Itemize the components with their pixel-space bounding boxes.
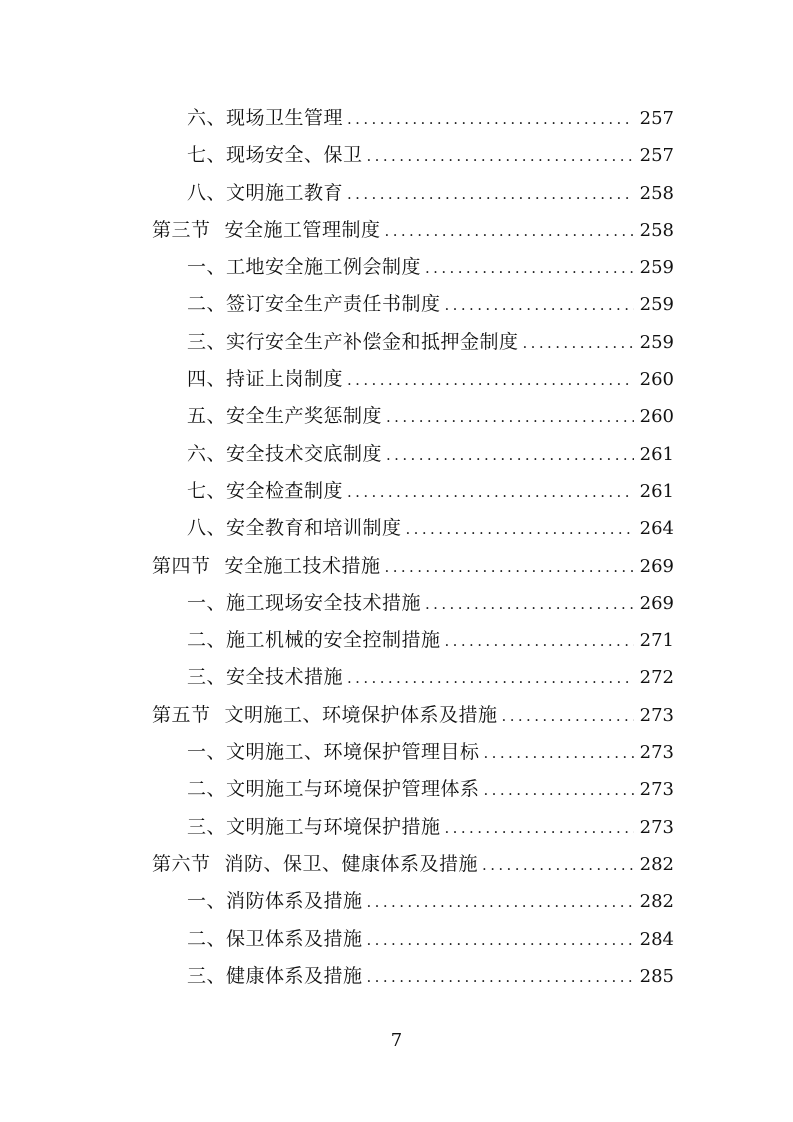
toc-dot-leader <box>425 586 634 623</box>
toc-entry-text: 四、持证上岗制度 <box>187 368 344 391</box>
toc-subsection-entry[interactable] <box>152 175 674 212</box>
toc-entry-title <box>152 697 498 734</box>
toc-dot-leader <box>502 698 634 735</box>
toc-page-number: 269 <box>639 555 674 577</box>
toc-page-number: 282 <box>639 891 674 913</box>
toc-dot-leader <box>482 847 634 884</box>
toc-entry-text: 一、施工现场安全技术措施 <box>187 591 422 614</box>
toc-dot-leader <box>385 213 634 250</box>
toc-subsection-entry[interactable] <box>152 883 674 920</box>
toc-entry-title <box>152 212 381 249</box>
toc-page-number: 259 <box>639 331 674 353</box>
toc-entry-title <box>187 958 363 995</box>
toc-page-number: 273 <box>639 816 674 838</box>
toc-entry-text: 三、健康体系及措施 <box>187 964 363 987</box>
toc-entry-title <box>187 585 421 622</box>
toc-page-number: 285 <box>639 965 674 987</box>
table-of-contents <box>152 100 674 995</box>
toc-page-number: 264 <box>639 518 674 540</box>
toc-entry-title <box>187 324 519 361</box>
toc-entry-title <box>187 361 343 398</box>
toc-entry-text: 二、文明施工与环境保护管理体系 <box>187 778 480 801</box>
toc-subsection-entry[interactable] <box>152 921 674 958</box>
toc-dot-leader <box>367 138 634 175</box>
toc-entry-title <box>187 100 343 137</box>
toc-page-number: 257 <box>639 145 674 167</box>
toc-entry-text: 消防、保卫、健康体系及措施 <box>224 852 479 875</box>
toc-entry-text: 二、保卫体系及措施 <box>187 927 363 950</box>
toc-dot-leader <box>347 660 634 697</box>
toc-subsection-entry[interactable] <box>152 510 674 547</box>
toc-page-number: 272 <box>639 667 674 689</box>
toc-page-number: 260 <box>639 369 674 391</box>
toc-page-number: 284 <box>639 928 674 950</box>
toc-page-number: 259 <box>639 294 674 316</box>
toc-entry-title <box>187 809 441 846</box>
toc-dot-leader <box>425 250 634 287</box>
toc-page-number: 258 <box>639 219 674 241</box>
toc-entry-text: 三、实行安全生产补偿金和抵押金制度 <box>187 330 519 353</box>
toc-entry-title <box>187 249 421 286</box>
toc-dot-leader <box>347 176 634 213</box>
toc-entry-title <box>187 921 363 958</box>
toc-dot-leader <box>347 101 634 138</box>
toc-page-number: 273 <box>639 704 674 726</box>
toc-dot-leader <box>367 922 634 959</box>
toc-entry-text: 三、安全技术措施 <box>187 666 344 689</box>
toc-dot-leader <box>445 287 634 324</box>
toc-dot-leader <box>523 325 634 362</box>
toc-entry-title <box>187 510 402 547</box>
toc-entry-text: 二、签订安全生产责任书制度 <box>187 293 441 316</box>
toc-entry-title <box>187 436 382 473</box>
toc-entry-text: 三、文明施工与环境保护措施 <box>187 815 441 838</box>
toc-page-number: 261 <box>639 480 674 502</box>
toc-page-number: 282 <box>639 853 674 875</box>
toc-entry-text: 五、安全生产奖惩制度 <box>187 405 383 428</box>
toc-entry-text: 八、文明施工教育 <box>187 181 344 204</box>
toc-subsection-entry[interactable] <box>152 137 674 174</box>
toc-dot-leader <box>367 959 634 996</box>
toc-page-number: 260 <box>639 406 674 428</box>
toc-entry-title <box>187 883 363 920</box>
toc-entry-title <box>187 734 480 771</box>
toc-subsection-entry[interactable] <box>152 398 674 435</box>
toc-section-number: 第三节 <box>152 218 211 241</box>
toc-page-number: 257 <box>639 108 674 129</box>
toc-page-number: 269 <box>639 592 674 614</box>
toc-dot-leader <box>347 474 634 511</box>
toc-entry-text: 六、现场卫生管理 <box>187 107 344 129</box>
toc-section-number: 第四节 <box>152 554 211 577</box>
toc-page-number: 261 <box>639 443 674 465</box>
toc-entry-title <box>187 398 382 435</box>
toc-section-entry[interactable] <box>152 212 674 249</box>
toc-dot-leader <box>484 735 634 772</box>
toc-entry-title <box>152 846 478 883</box>
toc-entry-title <box>187 659 343 696</box>
toc-subsection-entry[interactable] <box>152 958 674 995</box>
toc-dot-leader <box>386 437 634 474</box>
toc-subsection-entry[interactable] <box>152 473 674 510</box>
toc-subsection-entry[interactable] <box>152 734 674 771</box>
toc-entry-text: 文明施工、环境保护体系及措施 <box>224 703 498 726</box>
toc-subsection-entry[interactable] <box>152 659 674 696</box>
toc-subsection-entry[interactable] <box>152 585 674 622</box>
toc-entry-title <box>187 286 441 323</box>
toc-subsection-entry[interactable] <box>152 361 674 398</box>
toc-entry-text: 安全施工技术措施 <box>224 554 381 577</box>
toc-section-entry[interactable] <box>152 697 674 734</box>
page-number: 7 <box>390 1030 403 1051</box>
toc-dot-leader <box>445 810 634 847</box>
toc-page-number: 273 <box>639 779 674 801</box>
toc-section-number: 第六节 <box>152 852 211 875</box>
toc-entry-text: 七、现场安全、保卫 <box>187 144 363 167</box>
toc-entry-title <box>187 175 343 212</box>
toc-dot-leader <box>385 549 634 586</box>
toc-entry-text: 一、文明施工、环境保护管理目标 <box>187 741 480 764</box>
toc-entry-text: 一、工地安全施工例会制度 <box>187 256 422 279</box>
toc-dot-leader <box>347 362 634 399</box>
toc-subsection-entry[interactable] <box>152 771 674 808</box>
toc-subsection-entry[interactable] <box>152 100 674 137</box>
toc-subsection-entry[interactable] <box>152 809 674 846</box>
toc-entry-title <box>187 771 480 808</box>
toc-entry-title <box>187 473 343 510</box>
toc-section-number: 第五节 <box>152 703 211 726</box>
toc-entry-title <box>152 548 381 585</box>
toc-subsection-entry[interactable] <box>152 286 674 323</box>
toc-subsection-entry[interactable] <box>152 324 674 361</box>
toc-section-entry[interactable] <box>152 846 674 883</box>
toc-page-number: 271 <box>639 630 674 652</box>
toc-subsection-entry[interactable] <box>152 249 674 286</box>
toc-entry-text: 一、消防体系及措施 <box>187 890 363 913</box>
toc-page-number: 259 <box>639 257 674 279</box>
toc-subsection-entry[interactable] <box>152 436 674 473</box>
toc-dot-leader <box>445 623 634 660</box>
toc-entry-text: 二、施工机械的安全控制措施 <box>187 629 441 652</box>
toc-entry-title <box>187 137 363 174</box>
toc-entry-text: 安全施工管理制度 <box>224 218 381 241</box>
toc-page-number: 273 <box>639 742 674 764</box>
toc-entry-text: 六、安全技术交底制度 <box>187 442 383 465</box>
toc-entry-text: 八、安全教育和培训制度 <box>187 517 402 540</box>
toc-entry-text: 七、安全检查制度 <box>187 479 344 502</box>
toc-page-number: 258 <box>639 182 674 204</box>
toc-dot-leader <box>367 884 634 921</box>
toc-dot-leader <box>386 399 634 436</box>
toc-dot-leader <box>406 511 634 548</box>
toc-subsection-entry[interactable] <box>152 622 674 659</box>
toc-entry-title <box>187 622 441 659</box>
toc-dot-leader <box>484 772 634 809</box>
toc-section-entry[interactable] <box>152 548 674 585</box>
